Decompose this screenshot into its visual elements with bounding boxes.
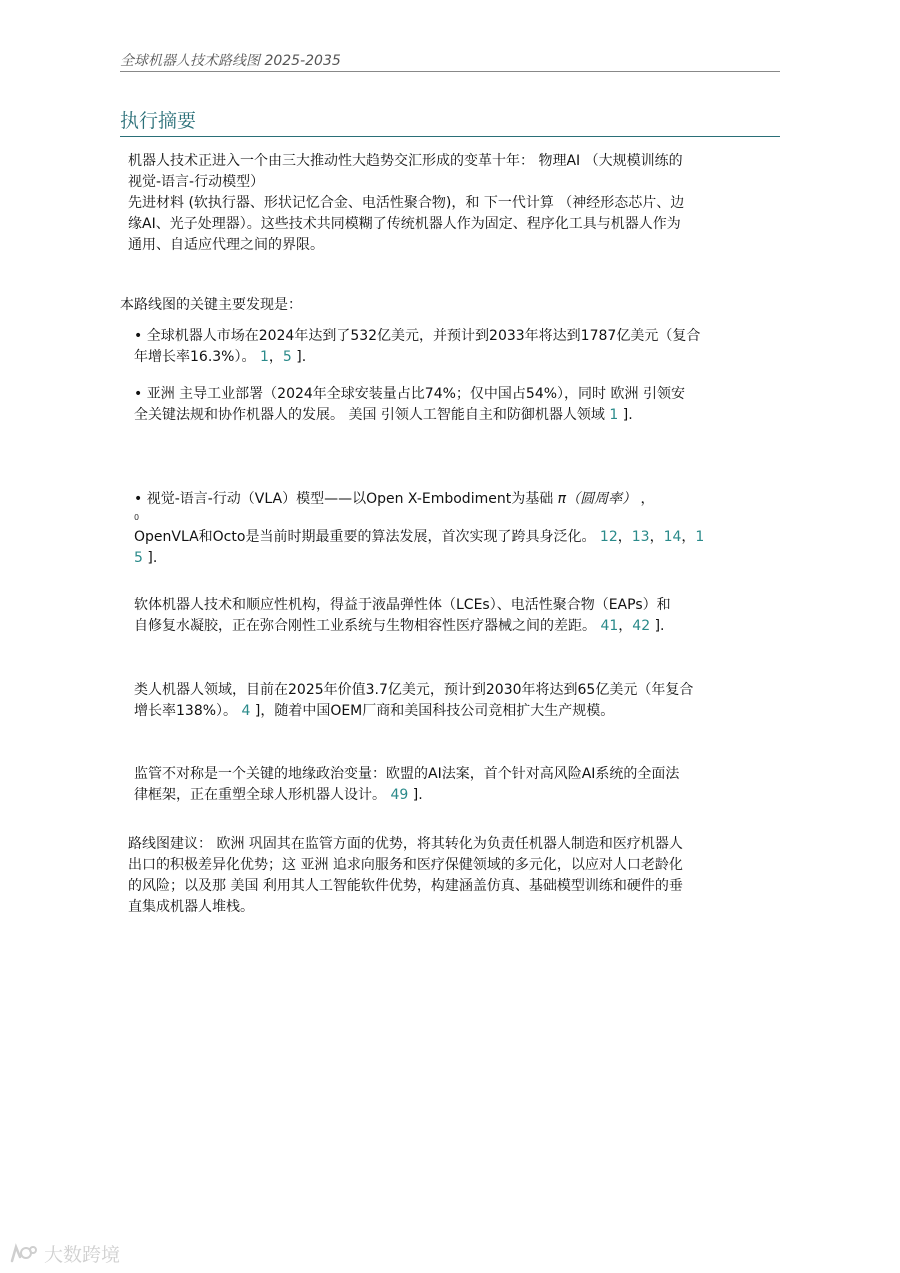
- running-header: 全球机器人技术路线图 2025-2035: [120, 53, 341, 69]
- citation-link[interactable]: 42: [632, 618, 651, 634]
- watermark-logo-icon: [8, 1243, 38, 1265]
- finding-humanoid: [134, 680, 693, 722]
- finding-line: 增长率138%）。: [134, 703, 238, 719]
- citation-close: ].: [622, 407, 633, 423]
- reco-label: 路线图建议：: [128, 836, 212, 852]
- finding-line: 年增长率16.3%）。: [134, 349, 256, 365]
- citation-link[interactable]: 13: [631, 529, 650, 545]
- citation-close: ].: [412, 787, 423, 803]
- finding-line: 自修复水凝胶，正在弥合刚性工业系统与生物相容性医疗器械之间的差距。: [134, 618, 596, 634]
- intro-line: 通用、自适应代理之间的界限。: [128, 237, 324, 253]
- subscript-zero: 0: [134, 513, 140, 522]
- finding-text: 引领人工智能自主和防御机器人领域: [380, 407, 605, 423]
- citation-separator: ，: [681, 529, 696, 545]
- finding-text: 引领安: [642, 386, 685, 402]
- intro-paragraph: [128, 151, 684, 256]
- reco-text: 出口的积极差异化优势；这: [128, 857, 296, 873]
- finding-regulation: [134, 764, 679, 806]
- citation-close: ].: [147, 550, 158, 566]
- finding-line: ]，随着中国OEM厂商和美国科技公司竞相扩大生产规模。: [254, 703, 615, 719]
- finding-market: [134, 326, 700, 368]
- intro-line: 缘AI、光子处理器）。这些技术共同模糊了传统机器人作为固定、程序化工具与机器人作为: [128, 216, 681, 232]
- citation-link[interactable]: 1: [609, 407, 619, 423]
- intro-line: 机器人技术正进入一个由三大推动性大趋势交汇形成的变革十年：: [128, 153, 534, 169]
- region-asia: • 亚洲: [134, 386, 175, 402]
- region-asia: 亚洲: [300, 857, 329, 873]
- citation-link[interactable]: 5: [134, 550, 143, 566]
- citation-link[interactable]: 5: [282, 349, 292, 365]
- finding-soft-robotics: [134, 595, 671, 637]
- region-europe: 欧洲: [216, 836, 245, 852]
- citation-close: ].: [654, 618, 665, 634]
- watermark-text: 大数跨境: [44, 1244, 121, 1266]
- finding-line: 类人机器人领域，目前在2025年价值3.7亿美元，预计到2030年将达到65亿美元（年复合: [134, 682, 694, 698]
- finding-text: 主导工业部署（2024年全球安装量占比74%；仅中国占54%），同时: [179, 386, 607, 402]
- citation-link[interactable]: 4: [241, 703, 251, 719]
- header-divider: [120, 71, 780, 72]
- citation-link[interactable]: 12: [599, 529, 618, 545]
- finding-line: 监管不对称是一个关键的地缘政治变量：欧盟的AI法案，首个针对高风险AI系统的全面法: [134, 766, 680, 782]
- intro-term-physical-ai: 物理AI （大规模训练的: [538, 153, 683, 169]
- citation-link[interactable]: 1: [259, 349, 269, 365]
- region-europe: 欧洲: [610, 386, 639, 402]
- pi-term: π（圆周率）: [557, 491, 637, 507]
- citation-link[interactable]: 14: [663, 529, 682, 545]
- citation-separator: ，: [268, 349, 283, 365]
- finding-line: 软体机器人技术和顺应性机构，得益于液晶弹性体（LCEs）、电活性聚合物（EAPs）和: [134, 597, 671, 613]
- citation-separator: ，: [617, 529, 632, 545]
- finding-text: ，: [640, 491, 655, 507]
- intro-term-advanced-materials: 先进材料 (软执行器、形状记忆合金、电活性聚合物)，和: [128, 195, 480, 211]
- watermark: [8, 1240, 120, 1267]
- citation-separator: ，: [618, 618, 633, 634]
- finding-text: OpenVLA和Octo是当前时期最重要的算法发展，首次实现了跨具身泛化。: [134, 529, 596, 545]
- finding-line: • 全球机器人市场在2024年达到了532亿美元，并预计到2033年将达到1787亿美元（复合: [134, 328, 701, 344]
- title-divider: [120, 136, 780, 137]
- citation-link[interactable]: 49: [390, 787, 409, 803]
- finding-regions: [134, 384, 685, 426]
- finding-text: 全关键法规和协作机器人的发展。: [134, 407, 344, 423]
- reco-text: 利用其人工智能软件优势，构建涵盖仿真、基础模型训练和硬件的垂: [262, 878, 683, 894]
- reco-text: 追求向服务和医疗保健领域的多元化，以应对人口老龄化: [332, 857, 683, 873]
- citation-link[interactable]: 1: [695, 529, 705, 545]
- citation-link[interactable]: 41: [600, 618, 619, 634]
- intro-term-next-gen-computing: 下一代计算 （神经形态芯片、边: [483, 195, 685, 211]
- citation-close: ].: [296, 349, 307, 365]
- recommendation-paragraph: [128, 834, 683, 918]
- finding-text: • 视觉-语言-行动（VLA）模型——以Open X-Embodiment为基础: [134, 491, 554, 507]
- region-usa: 美国: [348, 407, 377, 423]
- section-title: 执行摘要: [120, 110, 197, 132]
- findings-intro: 本路线图的关键主要发现是：: [120, 297, 302, 313]
- intro-line: 视觉-语言-行动模型）: [128, 174, 265, 190]
- reco-text: 的风险；以及那: [128, 878, 226, 894]
- reco-text: 巩固其在监管方面的优势，将其转化为负责任机器人制造和医疗机器人: [248, 836, 683, 852]
- region-usa: 美国: [230, 878, 259, 894]
- reco-text: 直集成机器人堆栈。: [128, 899, 254, 915]
- citation-separator: ，: [649, 529, 664, 545]
- finding-vla: [134, 489, 704, 569]
- finding-line: 律框架，正在重塑全球人形机器人设计。: [134, 787, 386, 803]
